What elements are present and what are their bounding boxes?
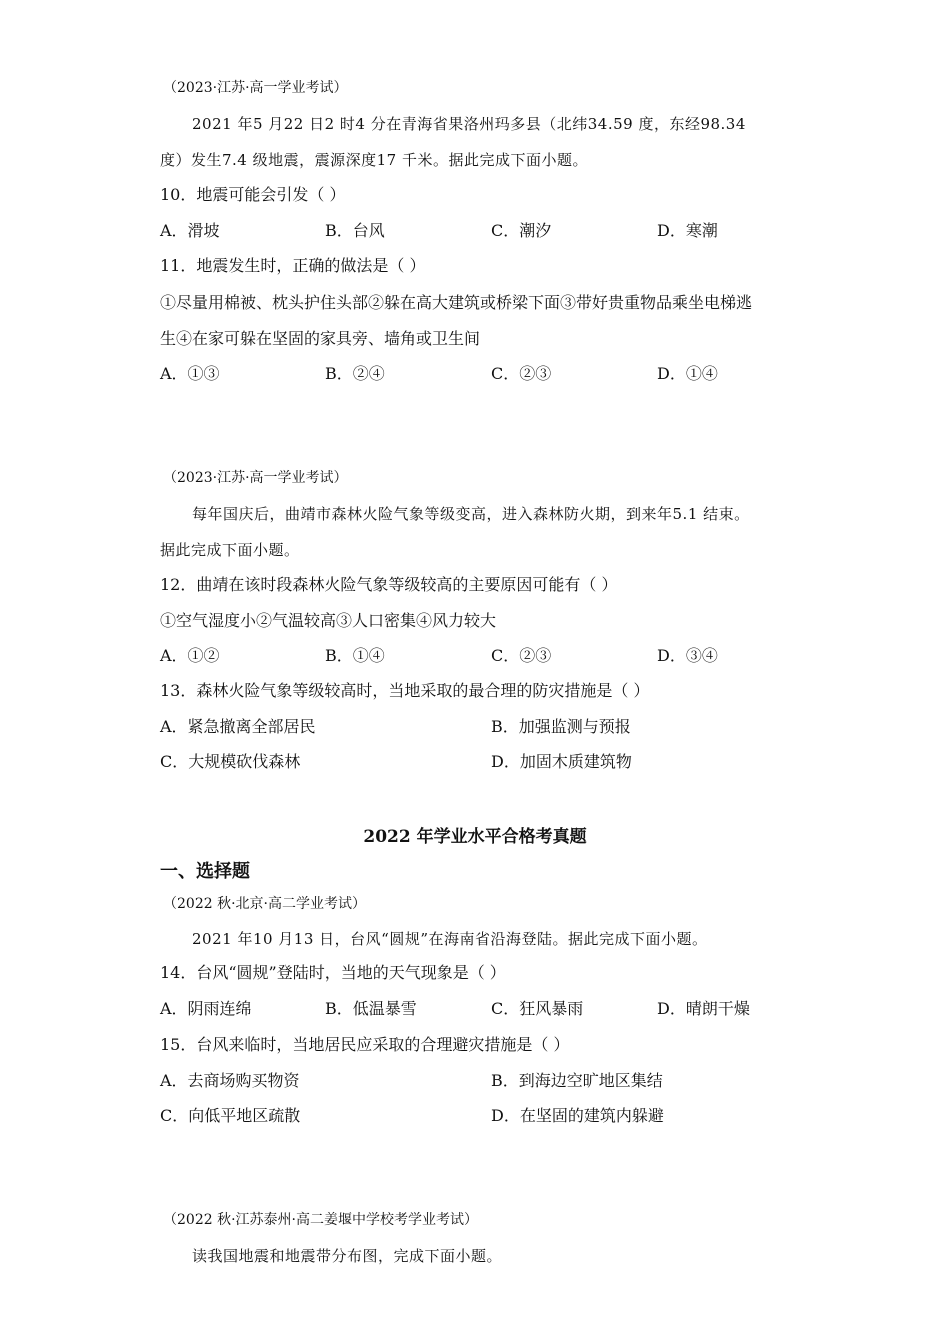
question-source: （2022 秋·江苏泰州·高二姜堰中学校考学业考试） xyxy=(163,1212,478,1228)
option-d[interactable]: D．在坚固的建筑内躲避 xyxy=(491,1106,664,1125)
option-b[interactable]: B．加强监测与预报 xyxy=(491,717,631,736)
passage-text: 据此完成下面小题。 xyxy=(160,541,300,559)
section-heading: 2022 年学业水平合格考真题 xyxy=(363,827,587,847)
option-b[interactable]: B．②④ xyxy=(325,364,385,383)
option-d[interactable]: D．①④ xyxy=(657,364,718,383)
question-stem: 10．地震可能会引发（ ） xyxy=(160,185,346,204)
option-d[interactable]: D．加固木质建筑物 xyxy=(491,752,632,771)
question-source: （2023·江苏·高一学业考试） xyxy=(163,80,348,96)
question-stem: 12．曲靖在该时段森林火险气象等级较高的主要原因可能有（ ） xyxy=(160,575,618,594)
option-b[interactable]: B．低温暴雪 xyxy=(325,999,417,1018)
option-c[interactable]: C．大规模砍伐森林 xyxy=(160,752,301,771)
passage-text: 读我国地震和地震带分布图，完成下面小题。 xyxy=(192,1247,503,1265)
question-stem: 11．地震发生时，正确的做法是（ ） xyxy=(160,256,426,275)
passage-text: 每年国庆后，曲靖市森林火险气象等级变高，进入森林防火期，到来年5.1 结束。 xyxy=(192,505,750,523)
option-c[interactable]: C．②③ xyxy=(491,646,552,665)
statement-list: ①空气湿度小②气温较高③人口密集④风力较大 xyxy=(160,611,497,630)
passage-text: 度）发生7.4 级地震，震源深度17 千米。据此完成下面小题。 xyxy=(160,151,588,169)
option-b[interactable]: B．台风 xyxy=(325,221,385,240)
option-a[interactable]: A．紧急撤离全部居民 xyxy=(160,717,316,736)
question-stem: 14．台风“圆规”登陆时，当地的天气现象是（ ） xyxy=(160,963,506,982)
option-a[interactable]: A．①③ xyxy=(160,364,220,383)
option-c[interactable]: C．潮汐 xyxy=(491,221,552,240)
option-c[interactable]: C．②③ xyxy=(491,364,552,383)
option-b[interactable]: B．①④ xyxy=(325,646,385,665)
option-a[interactable]: A．①② xyxy=(160,646,220,665)
question-source: （2022 秋·北京·高二学业考试） xyxy=(163,896,366,912)
passage-text: 2021 年5 月22 日2 时4 分在青海省果洛州玛多县（北纬34.59 度，东经98.34 xyxy=(192,115,746,133)
option-a[interactable]: A．去商场购买物资 xyxy=(160,1071,300,1090)
question-stem: 13．森林火险气象等级较高时，当地采取的最合理的防灾措施是（ ） xyxy=(160,681,650,700)
option-a[interactable]: A．阴雨连绵 xyxy=(160,999,252,1018)
option-a[interactable]: A．滑坡 xyxy=(160,221,220,240)
option-d[interactable]: D．晴朗干燥 xyxy=(657,999,750,1018)
option-d[interactable]: D．③④ xyxy=(657,646,718,665)
passage-text: 2021 年10 月13 日，台风“圆规”在海南省沿海登陆。据此完成下面小题。 xyxy=(192,930,708,948)
option-b[interactable]: B．到海边空旷地区集结 xyxy=(491,1071,663,1090)
question-stem: 15．台风来临时，当地居民应采取的合理避灾措施是（ ） xyxy=(160,1035,570,1054)
option-d[interactable]: D．寒潮 xyxy=(657,221,718,240)
option-c[interactable]: C．狂风暴雨 xyxy=(491,999,584,1018)
question-source: （2023·江苏·高一学业考试） xyxy=(163,470,348,486)
statement-list: ①尽量用棉被、枕头护住头部②躲在高大建筑或桥梁下面③带好贵重物品乘坐电梯逃 xyxy=(160,293,753,312)
statement-list: 生④在家可躲在坚固的家具旁、墙角或卫生间 xyxy=(160,329,481,348)
section-title: 一、选择题 xyxy=(160,861,250,882)
option-c[interactable]: C．向低平地区疏散 xyxy=(160,1106,301,1125)
